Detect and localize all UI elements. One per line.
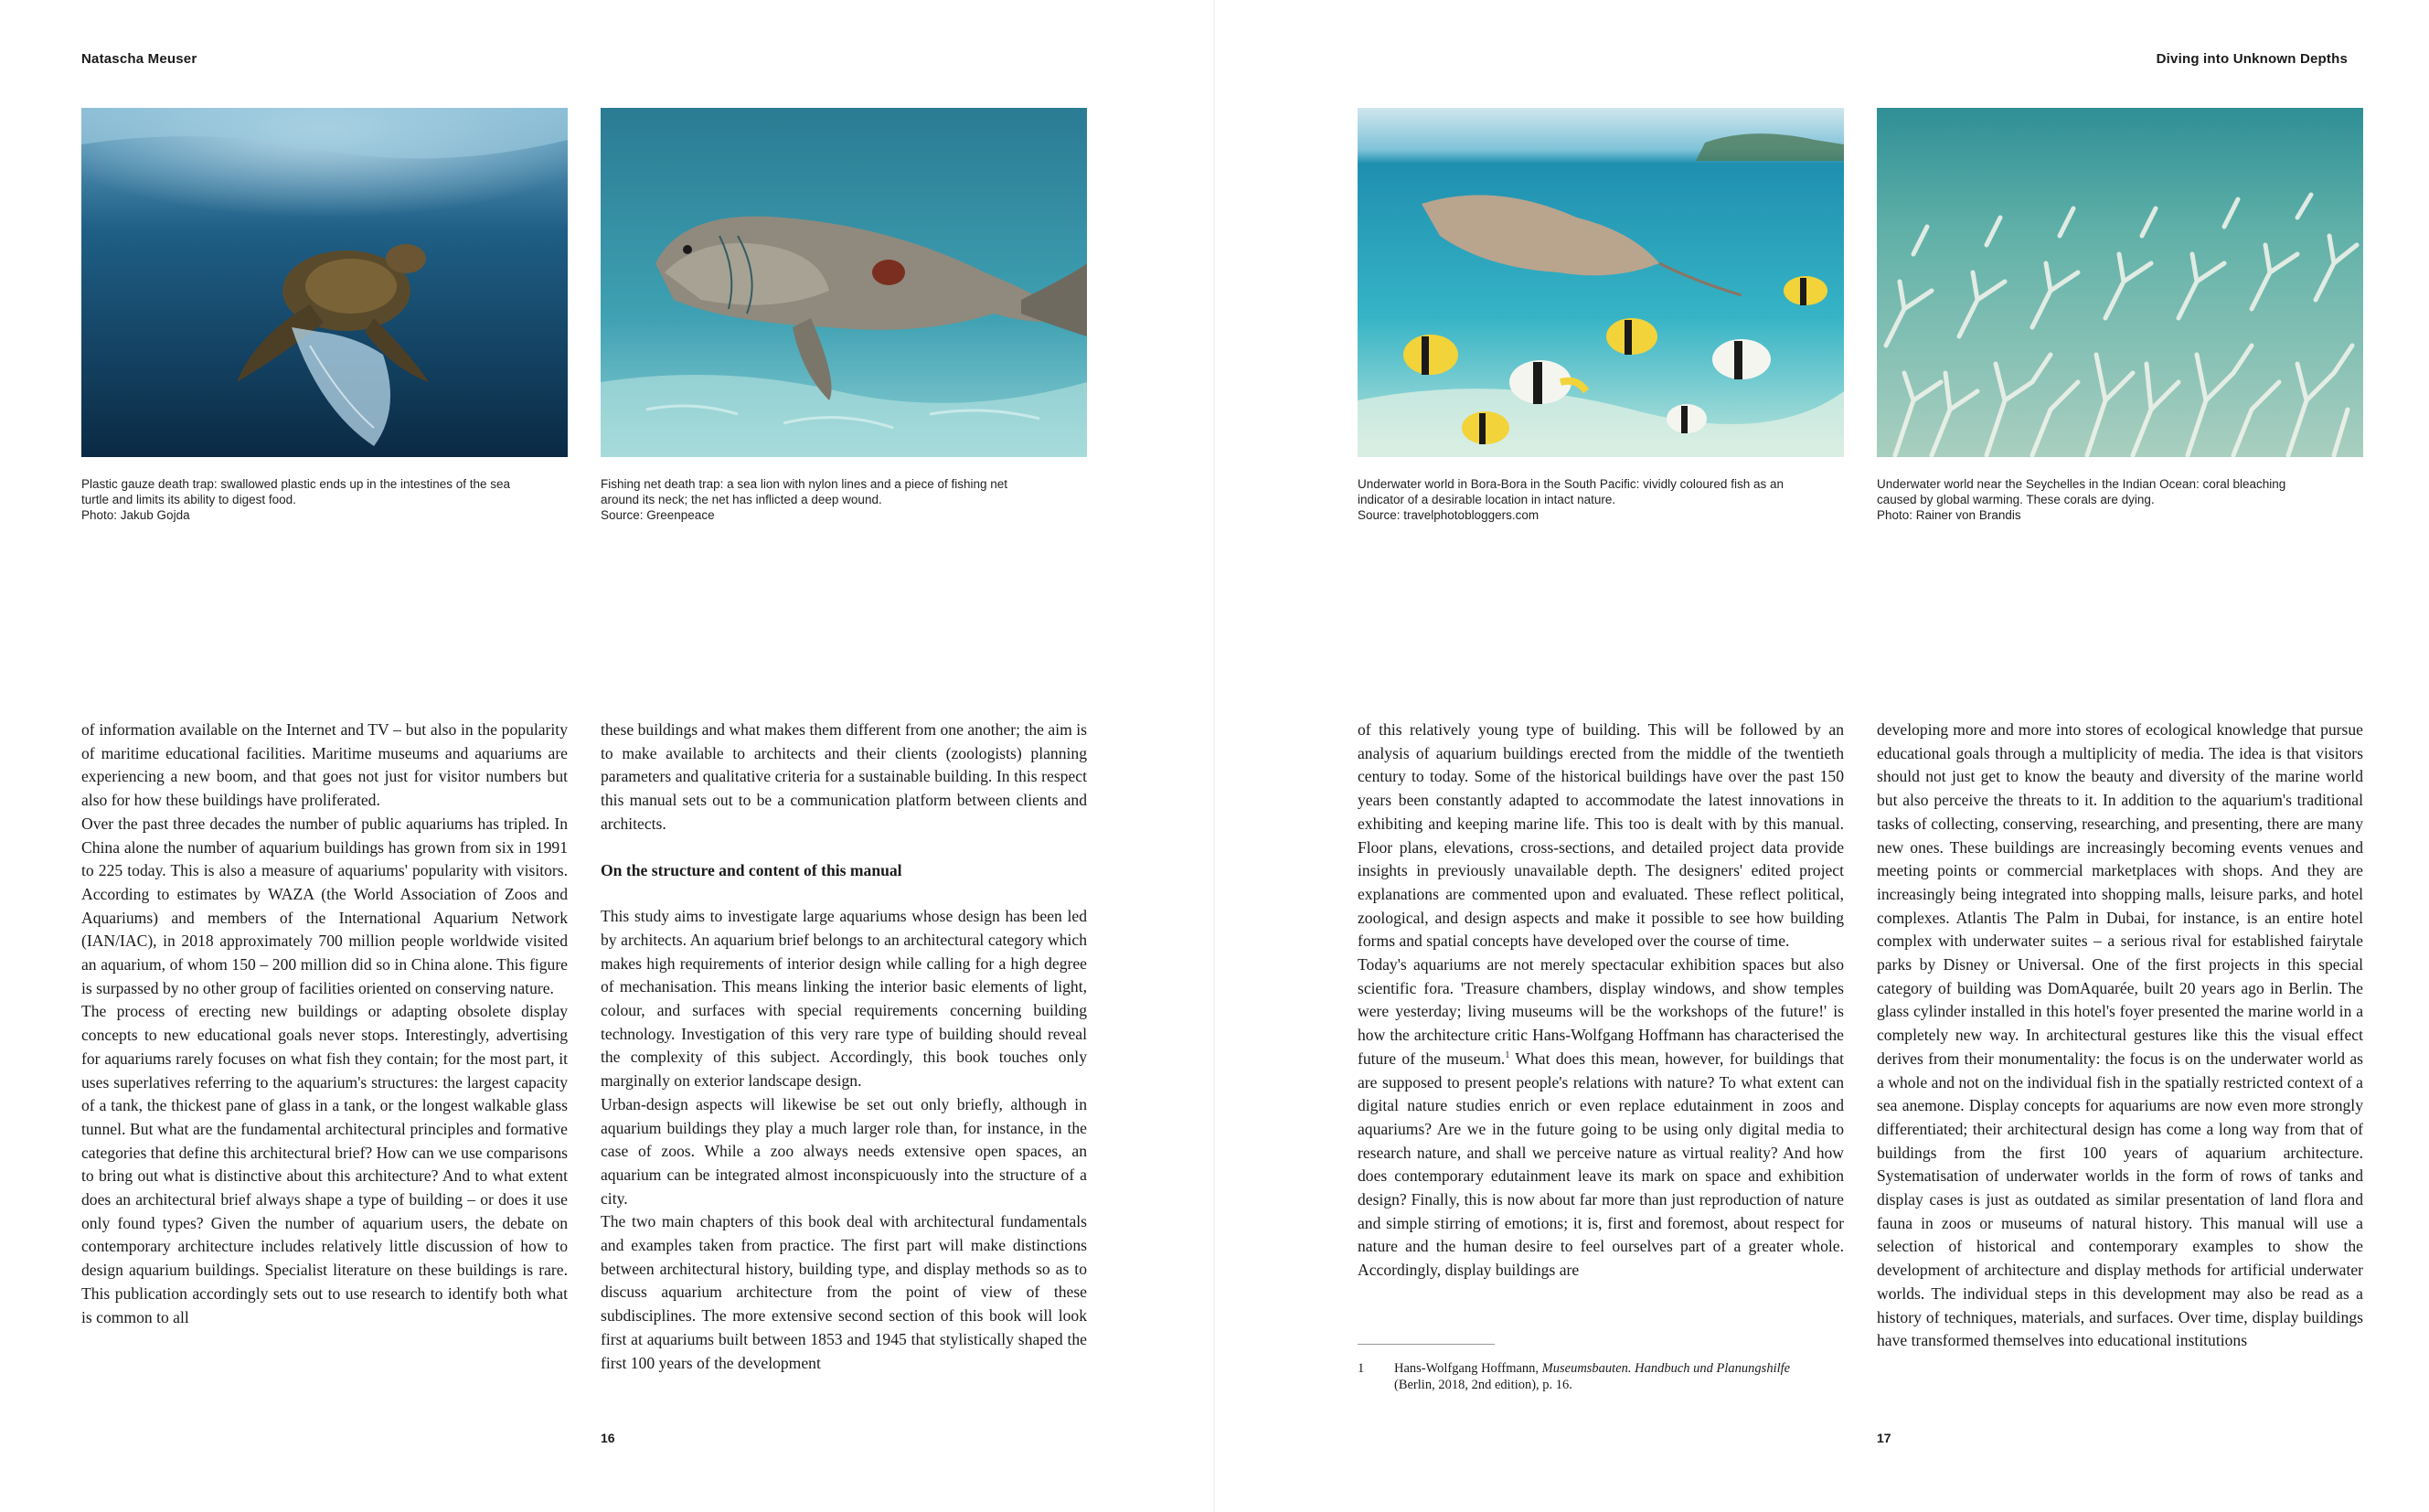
caption-line: Underwater world in Bora-Bora in the South Pacific: vividly coloured fish as an [1358, 477, 1784, 491]
footnote-divider [1358, 1344, 1495, 1345]
caption-line: indicator of a desirable location in intact nature. [1358, 493, 1616, 506]
caption-line: turtle and limits its ability to digest food. [81, 493, 296, 506]
caption-line: Plastic gauze death trap: swallowed plastic ends up in the intestines of the sea [81, 477, 511, 491]
caption-credit: Source: travelphotobloggers.com [1358, 508, 1539, 522]
footnote [1358, 1360, 1844, 1393]
body-column-left-2 [601, 719, 1087, 1375]
paragraph: The two main chapters of this book deal with architectural fundamentals and examples taken from practice. The first part will make distinctions between architectural history, building type, and display methods so as to discuss aquarium architecture from the point of view of these subdisciplines. The more extensive second section of this book will look first at aquariums built between 1853 and 1945 that stylistically shaped the first 100 years of the development [601, 1212, 1087, 1372]
caption-line: Underwater world near the Seychelles in the Indian Ocean: coral bleaching [1877, 477, 2286, 491]
left-page [0, 0, 1214, 1512]
running-head-left: Natascha Meuser [81, 51, 197, 67]
paragraph [1358, 953, 1844, 1283]
paragraph-text: Today's aquariums are not merely spectacular exhibition spaces but also scientific fora. 'Treasure chambers, display windows, and show temples were yesterday; living museums will be the workshops of the future!' is how the architecture critic Hans-Wolfgang Hoffmann has characterised the future of the museum. [1358, 955, 1844, 1068]
caption-stingray [1358, 476, 1844, 523]
caption-credit: Photo: Jakub Gojda [81, 508, 190, 522]
caption-sea-lion [601, 476, 1087, 523]
caption-line: around its neck; the net has inflicted a deep wound. [601, 493, 882, 506]
paragraph: these buildings and what makes them different from one another; the aim is to make available to architects and their clients (zoologists) planning parameters and qualitative criteria for a sustainable building. In this respect this manual sets out to be a communication platform between clients and architects. [601, 720, 1087, 833]
paragraph: of information available on the Internet and TV – but also in the popularity of maritime educational facilities. Maritime museums and aquariums are experiencing a new boom, and that goes not just for visitor numbers but also for how these buildings have proliferated. [81, 720, 568, 810]
bleached-coral-photo [1877, 108, 2363, 457]
paragraph: This study aims to investigate large aquariums whose design has been led by architects. An aquarium brief belongs to an architectural category which makes high requirements of interior design while calling for a high degree of mechanisation. This means linking the interior basic elements of light, colour, and surfaces with special requirements concerning building technology. Investigation of this very rare type of building should reveal the complexity of this subject. Accordingly, this book touches only marginally on exterior landscape design. [601, 907, 1087, 1091]
body-column-right-2 [1877, 719, 2363, 1353]
sea-lion-net-photo [601, 108, 1087, 457]
body-column-left-1 [81, 719, 568, 1329]
body-column-right-1 [1358, 719, 1844, 1283]
caption-line: caused by global warming. These corals are dying. [1877, 493, 2155, 506]
running-head-right: Diving into Unknown Depths [2156, 51, 2348, 67]
sea-turtle-plastic-photo [81, 108, 568, 457]
paragraph: The process of erecting new buildings or adapting obsolete display concepts to new educational goals never stops. Interestingly, advertising for aquariums rarely focuses on what fish they contain; for the most part, it uses superlatives referring to the aquarium's structures: the largest capacity of a tank, the thickest pane of glass in a tank, or the longest walkable glass tunnel. But what are the fundamental architectural principles and formative categories that define this architectural brief? How can we use comparisons to bring out what is distinctive about this architecture? And to what extent does an architectural brief always shape a type of building – or does it use only found types? Given the number of aquarium users, the debate on contemporary architecture includes relatively little discussion of how to design aquarium buildings. Specialist literature on these buildings is rare. This publication accordingly sets out to use research to identify both what is common to all [81, 1002, 568, 1326]
paragraph: developing more and more into stores of ecological knowledge that pursue educational goals through a multiplicity of media. The idea is that visitors should not just get to know the beauty and diversity of the marine world but also perceive the threats to it. In addition to the aquarium's traditional tasks of collecting, conserving, researching, and presenting, there are many new ones. These buildings are increasingly becoming events venues and meeting points or commercial marketplaces with shops. And they are increasingly being integrated into shopping malls, leisure parks, and hotel complexes. Atlantis The Palm in Dubai, for instance, is an entire hotel complex with underwater suites – a serious rival for established fairytale parks by Disney or Universal. One of the first projects in this special category of building was DomAquarée, built 20 years ago in Berlin. The glass cylinder installed in this hotel's foyer presented the marine world in a completely new way. In architectural gestures like this the visual effect derives from their monumentality: the focus is on the underwater world as a whole and not on the individual fish in the spatially restricted context of a sea anemone. Display concepts for aquariums are now even more strongly differentiated; their architectural design has come a long way from that of buildings from the first 100 years of aquarium architecture. Systematisation of underwater worlds in the form of rows of tanks and display cases is just as outdated as similar presentation of land flora and fauna in zoos or museums of natural history. This manual will use a selection of historical and contemporary examples to show the development of architecture and display methods for artificial underwater worlds. The individual steps in this development may also be read as a history of techniques, materials, and surfaces. Over time, display buildings have transformed themselves into educational institutions [1877, 720, 2363, 1350]
footnote-author: Hans-Wolfgang Hoffmann, [1394, 1361, 1542, 1376]
footnote-number: 1 [1358, 1361, 1365, 1376]
footnote-reference[interactable]: 1 [1505, 1049, 1510, 1060]
caption-credit: Source: Greenpeace [601, 508, 715, 522]
paragraph: Urban-design aspects will likewise be set out only briefly, although in aquarium buildings they play a much larger role than, for instance, in the case of zoos. While a zoo always needs extensive open spaces, an aquarium can be integrated almost inconspicuously into the structure of a city. [601, 1094, 1087, 1208]
caption-line: Fishing net death trap: a sea lion with nylon lines and a piece of fishing net [601, 477, 1008, 491]
page-number-right: 17 [1877, 1431, 1891, 1445]
section-heading: On the structure and content of this manual [601, 860, 902, 879]
caption-sea-turtle [81, 476, 568, 523]
stingray-reef-photo [1358, 108, 1844, 457]
footnote-text [1394, 1360, 1824, 1393]
caption-credit: Photo: Rainer von Brandis [1877, 508, 2021, 522]
caption-coral [1877, 476, 2363, 523]
paragraph: of this relatively young type of building. This will be followed by an analysis of aquarium buildings erected from the middle of the twentieth century to today. Some of the historical buildings have over the past 150 years been constantly adapted to accommodate the latest innovations in exhibiting and keeping marine life. This too is dealt with by this manual. Floor plans, elevations, cross-sections, and detailed project data provide insights in previously unavailable depth. The designers' edited project explanations are commented upon and evaluated. These reflect political, zoological, and design aspects and make it possible to see how building forms and spatial concepts have developed over the course of time. [1358, 720, 1844, 951]
footnote-title: Museumsbauten. Handbuch und Planungshilfe [1541, 1361, 1791, 1376]
page-number-left: 16 [601, 1431, 615, 1445]
footnote-details: (Berlin, 2018, 2nd edition), p. 16. [1394, 1378, 1572, 1392]
paragraph: Over the past three decades the number of public aquariums has tripled. In China alone the number of aquarium buildings has grown from six in 1991 to 225 today. This is also a measure of aquariums' popularity with visitors. According to estimates by WAZA (the World Association of Zoos and Aquariums) and members of the International Aquarium Network (IAN/IAC), in 2018 approximately 700 million people worldwide visited an aquarium, of whom 150 – 200 million did so in China alone. This figure is surpassed by no other group of facilities oriented on conserving nature. [81, 814, 568, 997]
right-page [1214, 0, 2429, 1512]
paragraph-text: What does this mean, however, for buildings that are supposed to present people's relations with nature? To what extent can digital nature studies enrich or even replace edutainment in zoos and aquariums? Are we in the future going to be using only digital media to research nature, and shall we perceive nature as virtual reality? And how does contemporary edutainment leave its mark on space and exhibition design? Finally, this is now about far more than just reproduction of nature and simple stirring of emotions; it is, first and foremost, about respect for nature and the human desire to feel ourselves part of a greater whole. Accordingly, display buildings are [1358, 1049, 1844, 1280]
